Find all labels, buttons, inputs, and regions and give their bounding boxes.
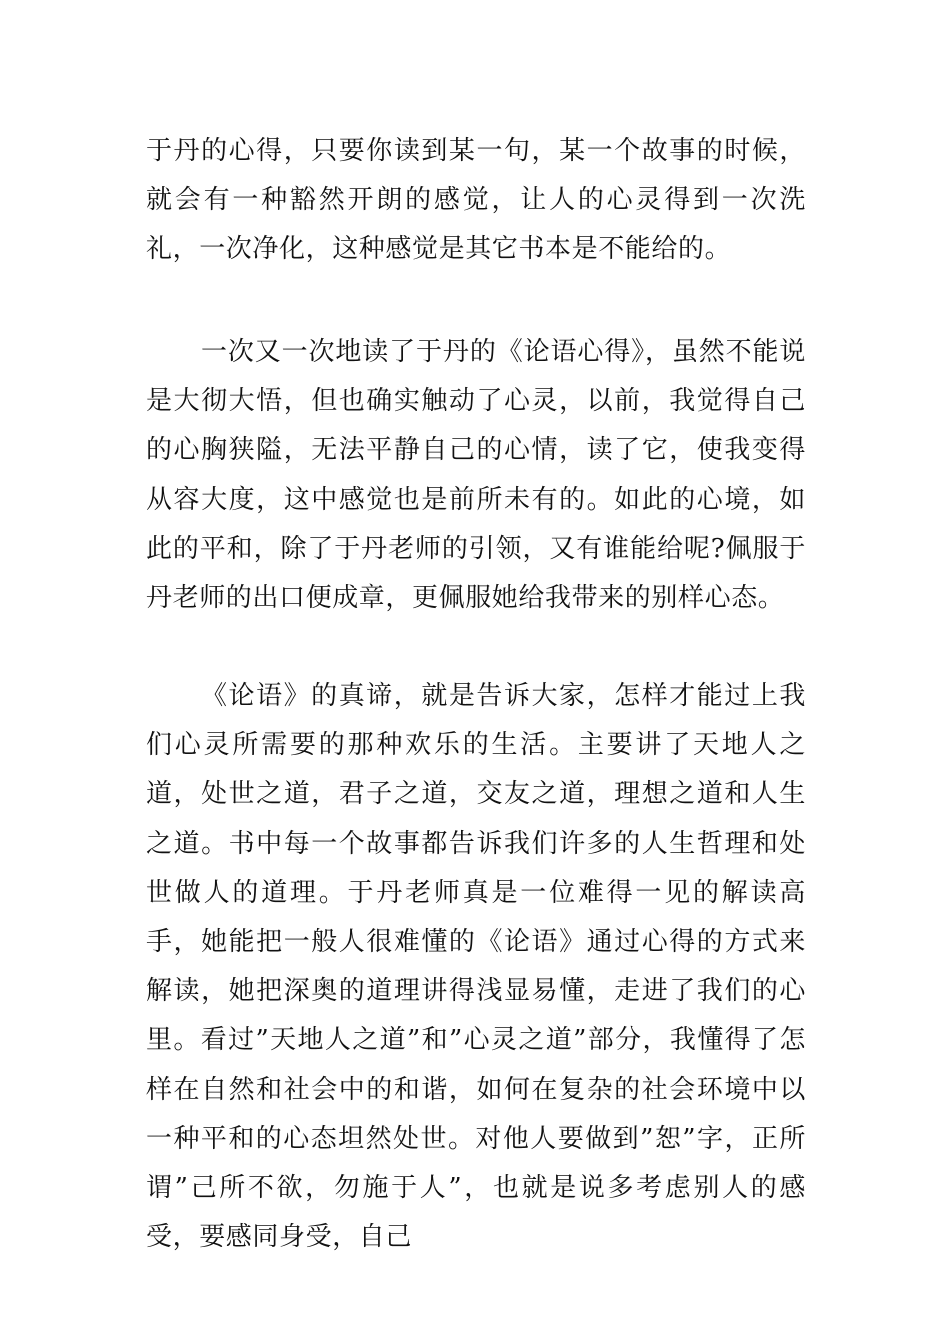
paragraph-1: 于丹的心得，只要你读到某一句，某一个故事的时候，就会有一种豁然开朗的感觉，让人的心灵得到一次洗礼，一次净化，这种感觉是其它书本是不能给的。 xyxy=(146,136,806,265)
paragraph-3: 《论语》的真谛，就是告诉大家，怎样才能过上我们心灵所需要的那种欢乐的生活。主要讲了天地人之道，处世之道，君子之道，交友之道，理想之道和人生之道。书中每一个故事都告诉我们许多的人生哲理和处世做人的道理。于丹老师真是一位难得一见的解读高手，她能把一般人很难懂的《论语》通过心得的方式来解读，她把深奥的道理讲得浅显易懂，走进了我们的心里。看过”天地人之道”和”心灵之道”部分，我懂得了怎样在自然和社会中的和谐，如何在复杂的社会环境中以一种平和的心态坦然处世。对他人要做到”恕”字，正所谓”己所不欲，勿施于人”，也就是说多考虑别人的感受，要感同身受，自己 xyxy=(146,681,806,1253)
paragraph-2: 一次又一次地读了于丹的《论语心得》，虽然不能说是大彻大悟，但也确实触动了心灵，以前，我觉得自己的心胸狭隘，无法平静自己的心情，读了它，使我变得从容大度，这中感觉也是前所未有的。如此的心境，如此的平和，除了于丹老师的引领，又有谁能给呢?佩服于丹老师的出口便成章，更佩服她给我带来的别样心态。 xyxy=(146,337,806,614)
